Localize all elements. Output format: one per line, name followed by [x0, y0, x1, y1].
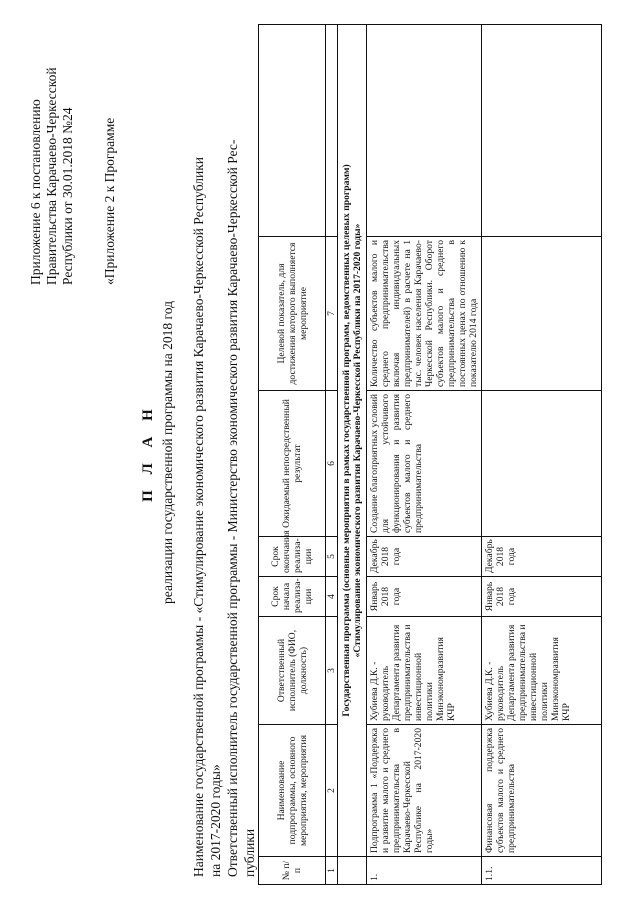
section-heading-line-1: Государственная программа (основные мероприятия в рамках государственной программ, ведомственных целевых программ) — [341, 164, 352, 717]
column-number: 2 — [326, 725, 338, 857]
row-end: Декабрь 2018 года — [482, 537, 602, 577]
column-number: 3 — [326, 617, 338, 725]
document-title: П Л А Н — [140, 403, 156, 502]
executor-line-1: Ответственный исполнитель государственной программы - Министерство экономического развития Карачаево-Черкесской Рес- — [225, 139, 240, 877]
document-subtitle: реализации государственной программы на 2018 год — [160, 301, 175, 604]
header-cell-start: Срок начала реализа-ции — [259, 577, 326, 617]
row-responsible: Хубиева Д.К. - руководитель Департамента развития предпринимательства и инвестиционной политики Минэкономразвития КЧР — [367, 617, 482, 725]
appendix-line-2: Правительства Карачаево-Черкесской — [44, 67, 59, 285]
table-row — [367, 25, 482, 885]
appendix-line-1: Приложение 6 к постановлению — [28, 99, 43, 285]
row-result — [482, 391, 602, 537]
row-end: Декабрь 2018 года — [367, 537, 482, 577]
row-empty-cell — [367, 25, 482, 237]
row-number: 1. — [367, 857, 482, 885]
column-number: 6 — [326, 391, 338, 537]
row-result: Создание благоприятных условий для устойчивого функционирования и развития субъектов малого и среднего предпринимательства — [367, 391, 482, 537]
section-left-cell — [338, 857, 367, 885]
program-info — [190, 17, 258, 877]
header-cell-result: Ожидаемый непосредственный результат — [259, 391, 326, 537]
row-empty-cell — [482, 25, 602, 237]
header-cell-end: Срок окончания реализа-ции — [259, 537, 326, 577]
header-cell-responsible: Ответственный исполнитель (ФИО, должность) — [259, 617, 326, 725]
header-cell-number: № п/п — [259, 857, 326, 885]
appendix-line-3: Республики от 30.01.2018 №24 — [60, 107, 75, 285]
row-name: Финансовая поддержка субъектов малого и среднего предпринимательства — [482, 725, 602, 857]
header-cell-indicator: Целевой показатель, для достижения которого выполняется мероприятие — [259, 237, 326, 391]
section-heading-line-2: «Стимулирование экономического развития Карачаево-Черкесской Республики на 2017-2020 годы» — [352, 223, 363, 658]
row-indicator — [482, 237, 602, 391]
column-number: 5 — [326, 537, 338, 577]
plan-table — [258, 24, 602, 885]
appendix-header — [28, 5, 118, 285]
section-row — [338, 25, 367, 885]
column-number-row — [326, 25, 338, 885]
column-number: 7 — [326, 237, 338, 391]
executor-line-2: публики — [242, 828, 257, 877]
header-cell-name: Наименование подпрограммы, основного мероприятия, мероприятия — [259, 725, 326, 857]
row-start: Январь 2018 года — [367, 577, 482, 617]
table-header-row — [259, 25, 326, 885]
row-number: 1.1. — [482, 857, 602, 885]
row-start: Январь 2018 года — [482, 577, 602, 617]
column-number: 4 — [326, 577, 338, 617]
row-name: Подпрограмма 1 «Поддержка и развитие малого и среднего предпринимательства в Карачаево-Черкесской Республике на 2017-2020 годы» — [367, 725, 482, 857]
appendix-line-4: «Приложение 2 к Программе — [102, 117, 117, 285]
header-cell-empty — [259, 25, 326, 237]
table-row — [482, 25, 602, 885]
program-name-line-2: на 2017-2020 годы» — [208, 764, 223, 877]
row-indicator: Количество субъектов малого и среднего предпринимательства включая индивидуальных предпринимателей) в расчете на 1 тыс. человек населения Карачаево-Черкесской Республики. Оборот субъектов малого и среднего предпринимательства в постоянных ценах по отношению к показателю 2014 года — [367, 237, 482, 391]
row-responsible: Хубиева Д.К. - руководитель Департамента развития предпринимательства и инвестиционной политики Минэкономразвития КЧР — [482, 617, 602, 725]
section-heading — [338, 25, 367, 857]
column-number: 1 — [326, 857, 338, 885]
program-name-line-1: Наименование государственной программы - «Стимулирование экономического развития Карачаево-Черкесской Республики — [191, 156, 206, 877]
column-number-empty — [326, 25, 338, 237]
